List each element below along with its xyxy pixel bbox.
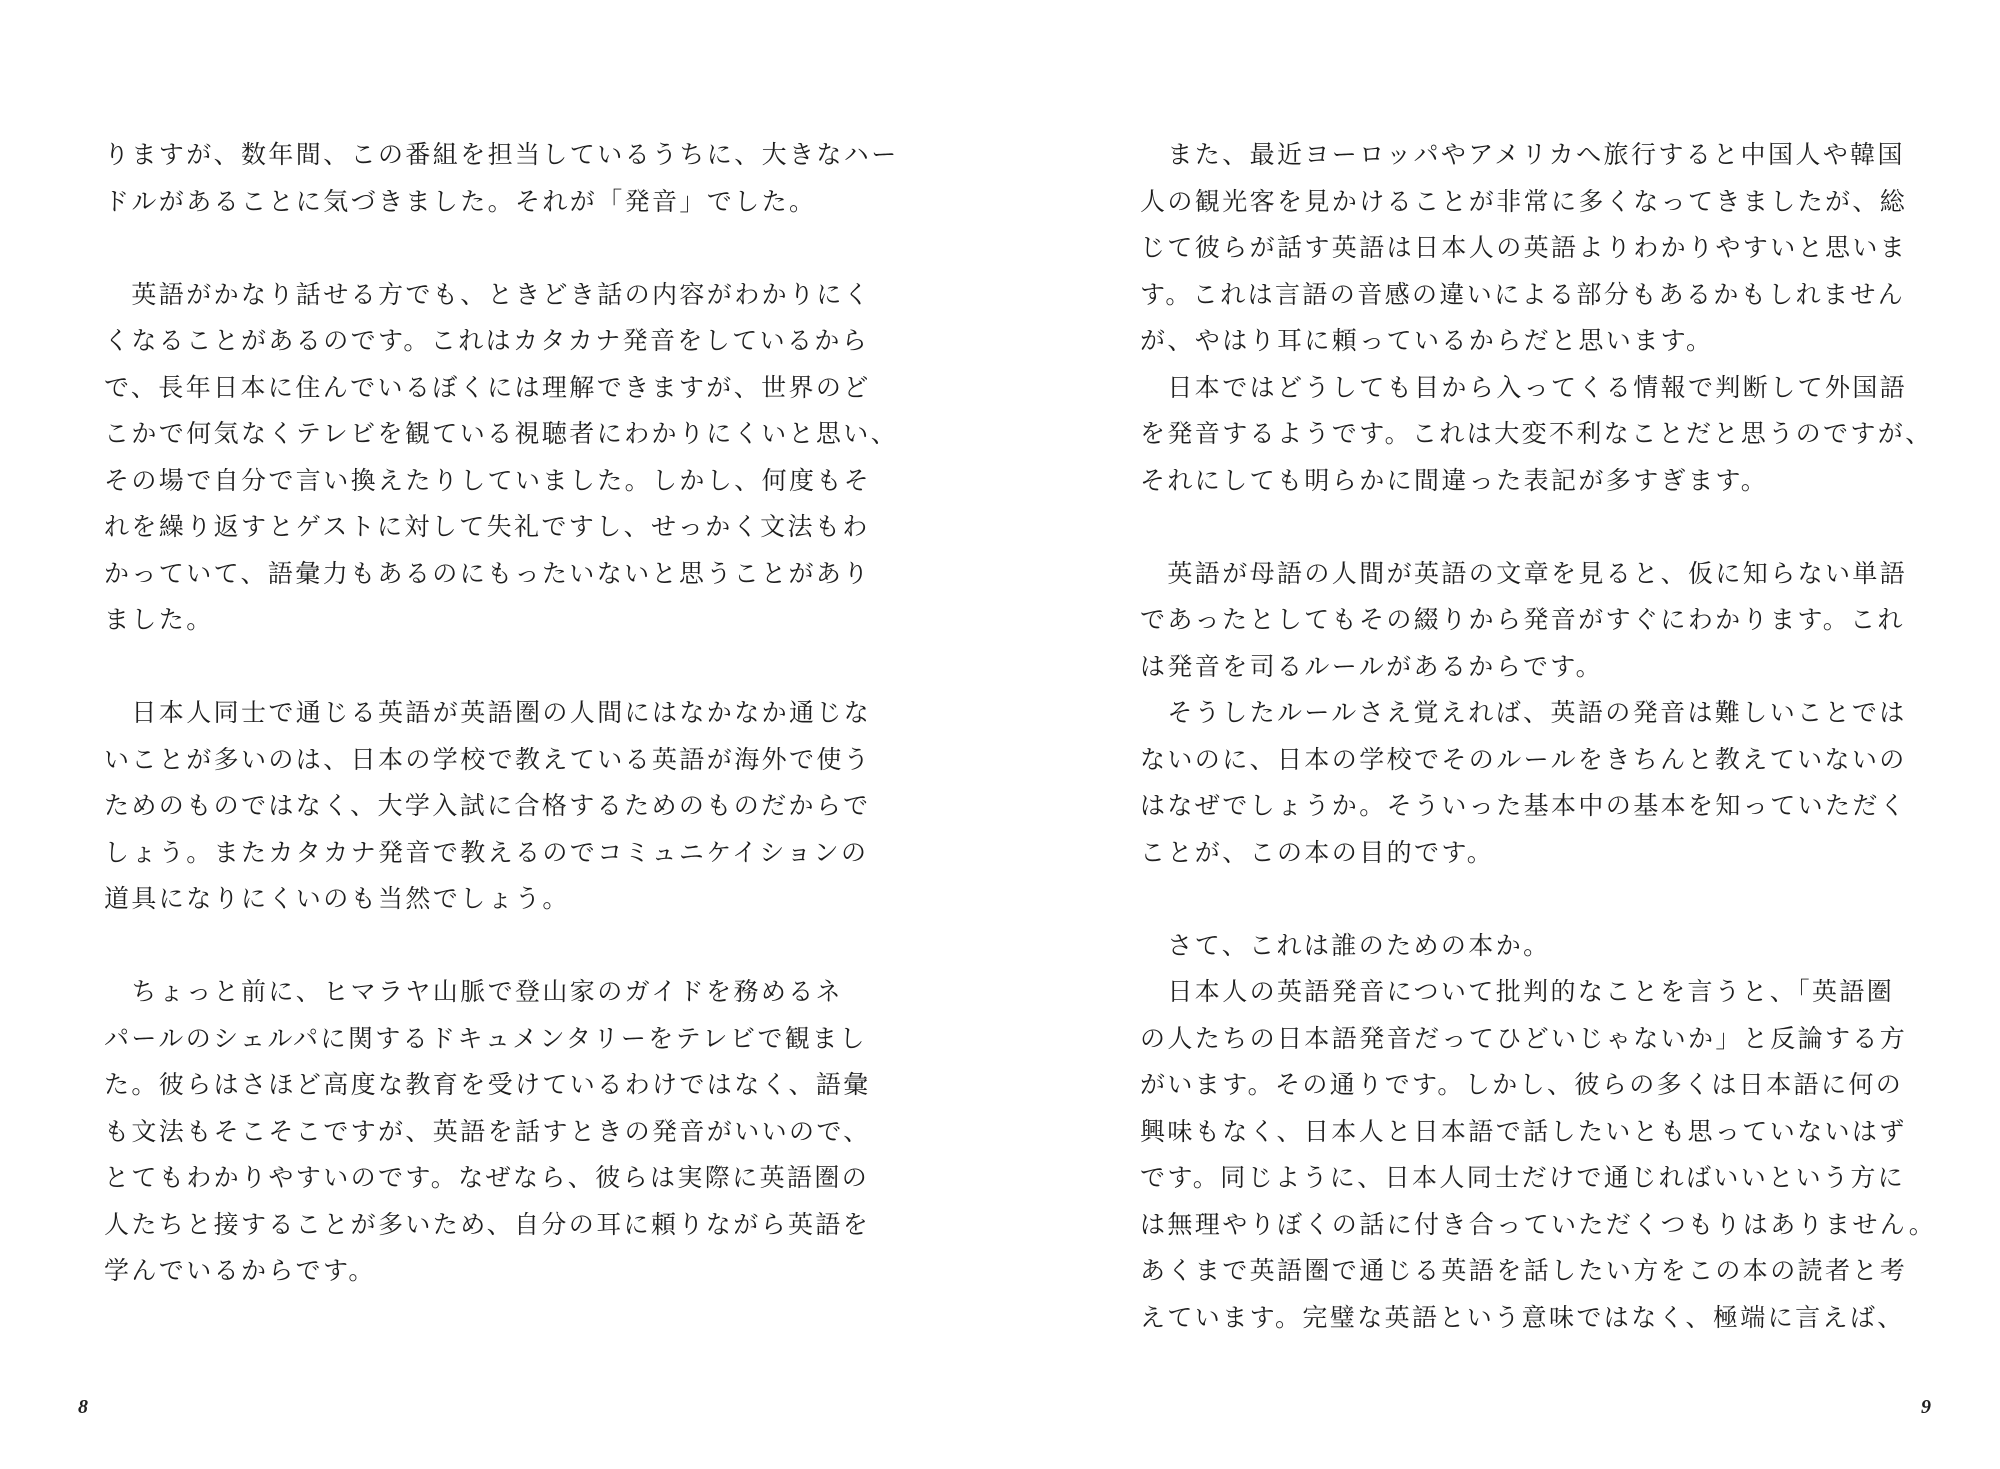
text-line: そうしたルールさえ覚えれば、英語の発音は難しいことでは	[1140, 698, 1907, 727]
text-line: 興味もなく、日本人と日本語で話したいとも思っていないはず	[1140, 1116, 1907, 1146]
text-line: 人の観光客を見かけることが非常に多くなってきましたが、総	[1140, 186, 1908, 216]
text-line: がいます。その通りです。しかし、彼らの多くは日本語に何の	[1140, 1070, 1904, 1099]
text-line: いことが多いのは、日本の学校で教えている英語が海外で使う	[104, 744, 872, 774]
text-line: かっていて、語彙力もあるのにもったいないと思うことがあり	[104, 558, 871, 588]
text-line: はなぜでしょうか。そういった基本中の基本を知っていただく	[1140, 791, 1908, 820]
text-line: くなることがあるのです。これはカタカナ発音をしているから	[104, 326, 870, 355]
text-line: パールのシェルパに関するドキュメンタリーをテレビで観まし	[104, 1023, 867, 1053]
text-line: ドルがあることに気づきました。それが「発音」でした。	[104, 186, 817, 216]
text-line: で、長年日本に住んでいるぼくには理解できますが、世界のど	[104, 372, 871, 402]
text-line: 日本人同士で通じる英語が英語圏の人間にはなかなか通じな	[104, 698, 872, 727]
text-line: 日本ではどうしても目から入ってくる情報で判断して外国語	[1140, 372, 1908, 402]
text-line: ちょっと前に、ヒマラヤ山脈で登山家のガイドを務めるネ	[104, 977, 844, 1006]
text-line: は発音を司るルールがあるからです。	[1140, 651, 1604, 681]
text-line: さて、これは誰のための本か。	[1140, 930, 1551, 960]
paragraph-gap	[104, 923, 884, 970]
text-line: ためのものではなく、大学入試に合格するためのものだからで	[104, 791, 871, 820]
page-number-right: 9	[1921, 1396, 1931, 1418]
text-line: それにしても明らかに間違った表記が多すぎます。	[1140, 465, 1769, 495]
text-line: 人たちと接することが多いため、自分の耳に頼りながら英語を	[104, 1209, 871, 1239]
text-line: 道具になりにくいのも当然でしょう。	[104, 884, 570, 913]
right-page	[1000, 0, 2000, 1469]
text-line: こかで何気なくテレビを観ている視聴者にわかりにくいと思い、	[104, 419, 899, 448]
text-line: じて彼らが話す英語は日本人の英語よりわかりやすいと思いま	[1140, 233, 1908, 262]
text-line: その場で自分で言い換えたりしていました。しかし、何度もそ	[104, 465, 872, 495]
text-line: えています。完璧な英語という意味ではなく、極端に言えば、	[1140, 1302, 1905, 1332]
text-line: 学んでいるからです。	[104, 1256, 376, 1285]
text-line: であったとしてもその綴りから発音がすぐにわかります。これ	[1140, 605, 1905, 634]
paragraph-gap	[1140, 876, 1920, 923]
text-line: しょう。またカタカナ発音で教えるのでコミュニケイションの	[104, 837, 869, 867]
text-line: ました。	[104, 605, 214, 634]
left-page-text	[104, 132, 899, 1295]
text-line: す。これは言語の音感の違いによる部分もあるかもしれません	[1140, 279, 1906, 309]
text-line: も文法もそこそこですが、英語を話すときの発音がいいので、	[104, 1116, 871, 1146]
right-page-text	[1140, 132, 1937, 1341]
text-line: ないのに、日本の学校でそのルールをきちんと教えていないの	[1140, 744, 1907, 774]
text-line: りますが、数年間、この番組を担当しているうちに、大きなハー	[104, 140, 899, 169]
text-line: ことが、この本の目的です。	[1140, 837, 1495, 867]
text-line: れを繰り返すとゲストに対して失礼ですし、せっかく文法もわ	[104, 512, 870, 541]
text-line: の人たちの日本語発音だってひどいじゃないか」と反論する方	[1140, 1023, 1908, 1053]
text-line: です。同じように、日本人同士だけで通じればいいという方に	[1140, 1163, 1906, 1192]
text-line: を発音するようです。これは大変不利なことだと思うのですが、	[1140, 419, 1933, 448]
page-number-left: 8	[78, 1396, 88, 1418]
text-line: が、やはり耳に頼っているからだと思います。	[1140, 326, 1714, 355]
text-line: あくまで英語圏で通じる英語を話したい方をこの本の読者と考	[1140, 1256, 1908, 1285]
paragraph-gap	[104, 644, 884, 691]
text-line: 英語がかなり話せる方でも、ときどき話の内容がわかりにく	[104, 279, 872, 309]
text-line: 日本人の英語発音について批判的なことを言うと、「英語圏	[1140, 977, 1895, 1006]
paragraph-gap	[104, 225, 884, 272]
text-line: とてもわかりやすいのです。なぜなら、彼らは実際に英語圏の	[104, 1163, 870, 1192]
text-line: は無理やりぼくの話に付き合っていただくつもりはありません。	[1140, 1209, 1937, 1239]
text-line: また、最近ヨーロッパやアメリカへ旅行すると中国人や韓国	[1140, 140, 1905, 169]
paragraph-gap	[1140, 504, 1920, 551]
text-line: た。彼らはさほど高度な教育を受けているわけではなく、語彙	[104, 1070, 871, 1099]
text-line: 英語が母語の人間が英語の文章を見ると、仮に知らない単語	[1140, 558, 1908, 588]
